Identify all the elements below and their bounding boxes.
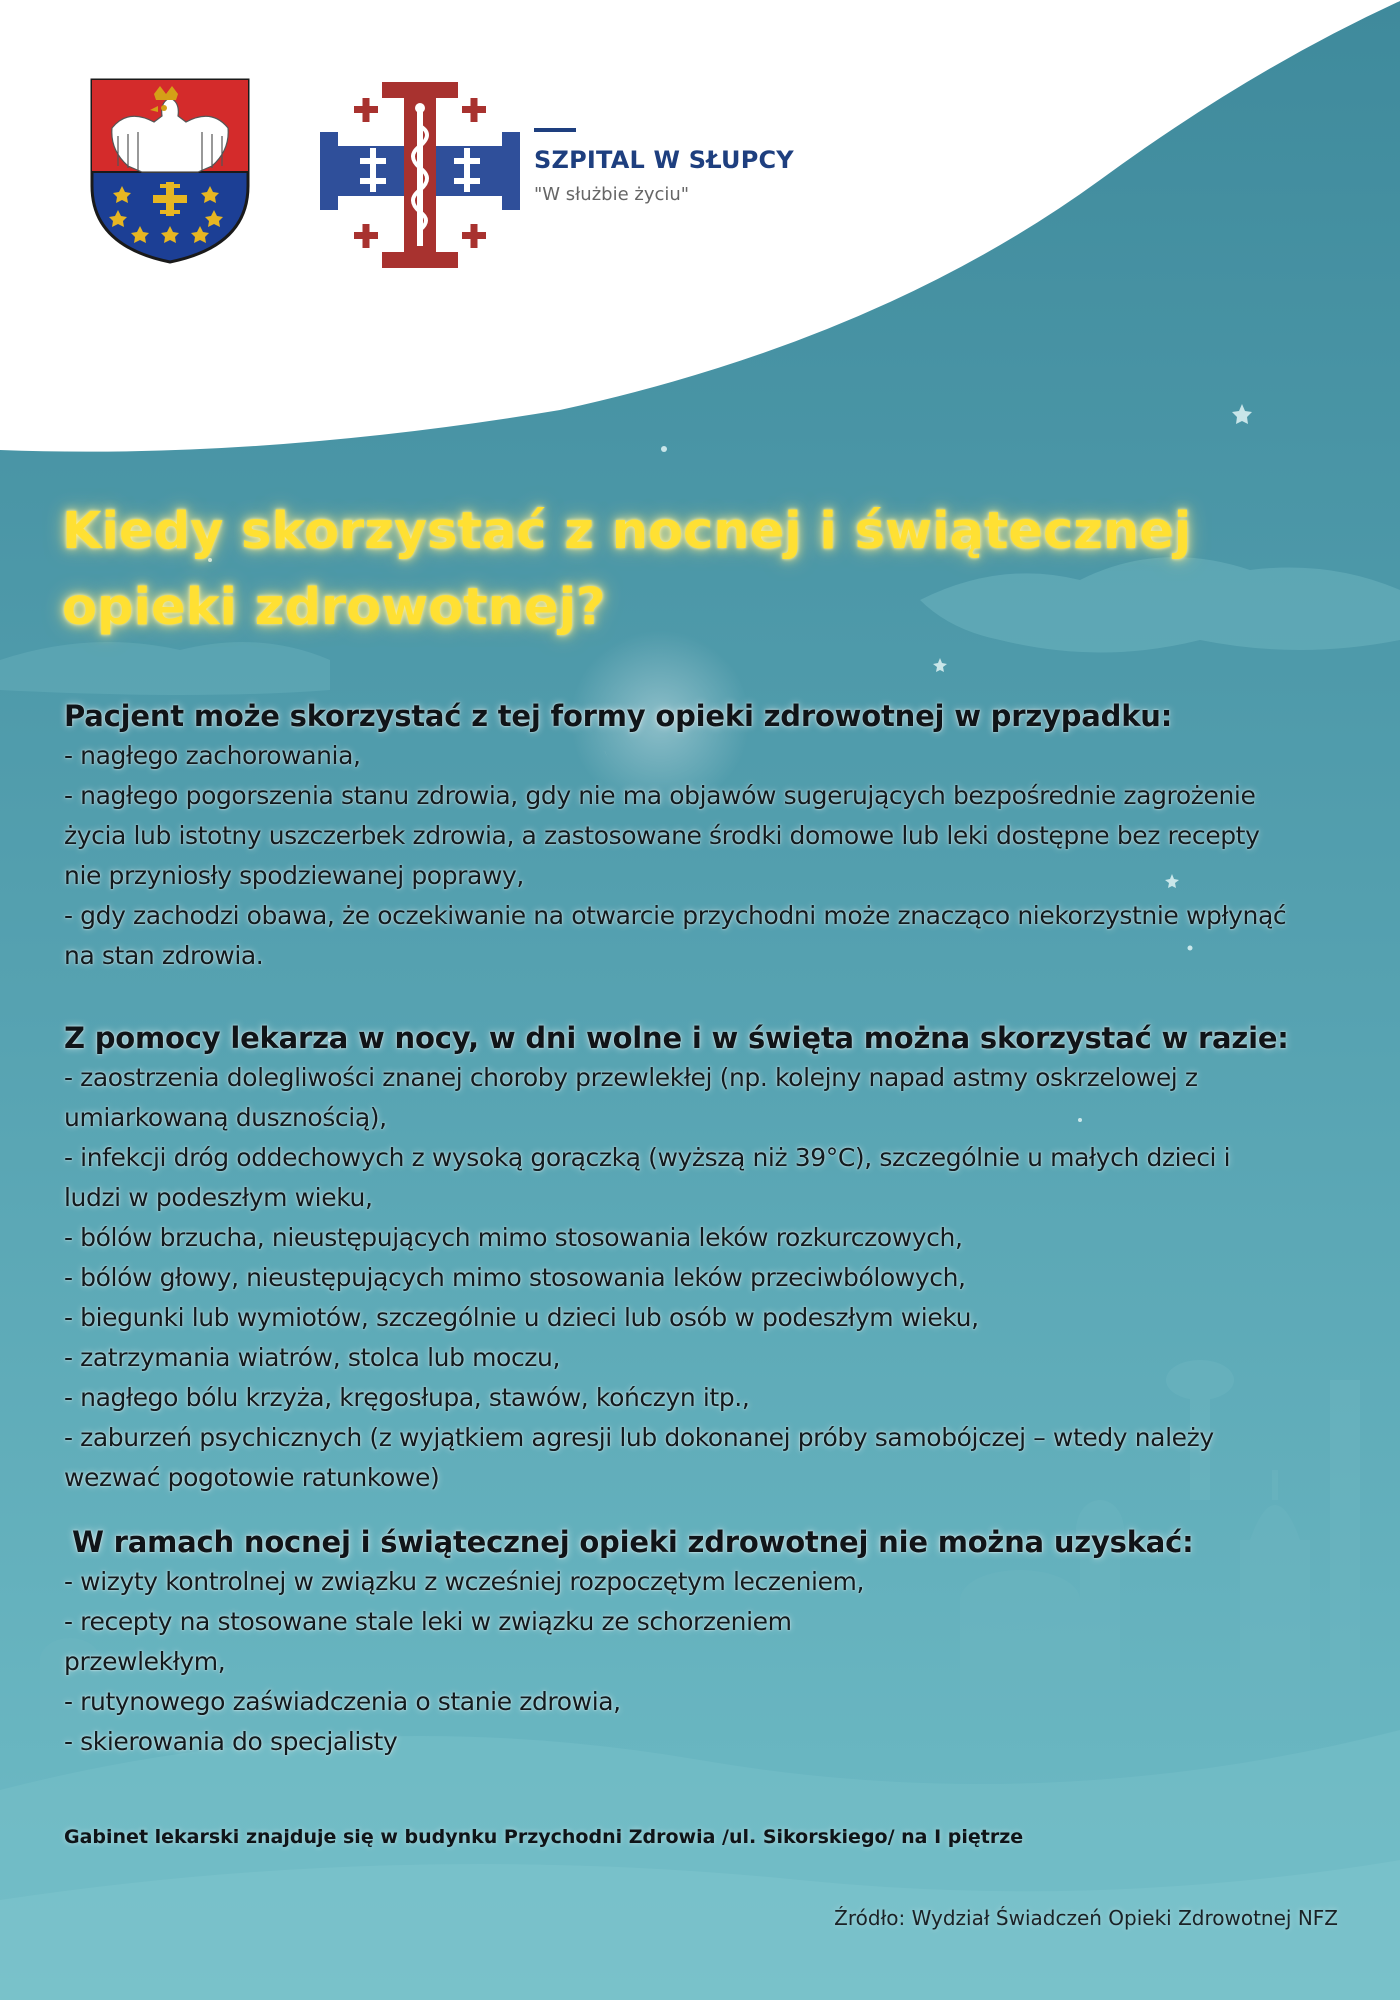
list-item: - rutynowego zaświadczenia o stanie zdrowia, <box>64 1687 621 1716</box>
list-item: - skierowania do specjalisty <box>64 1727 398 1756</box>
hospital-motto: "W służbie życiu" <box>534 184 690 205</box>
location-note: Gabinet lekarski znajduje się w budynku Przychodni Zdrowia /ul. Sikorskiego/ na I piętrze <box>64 1826 1024 1848</box>
list-item: - bólów brzucha, nieustępujących mimo stosowania leków rozkurczowych, <box>64 1223 963 1252</box>
title-line-1: Kiedy skorzystać z nocnej i świątecznej <box>62 502 1192 561</box>
list-item: - nagłego bólu krzyża, kręgosłupa, stawów, kończyn itp., <box>64 1383 750 1412</box>
hospital-logo <box>320 82 520 268</box>
section-heading: Pacjent może skorzystać z tej formy opieki zdrowotnej w przypadku: <box>64 699 1173 733</box>
section-eligibility <box>64 696 1354 976</box>
source-note: Źródło: Wydział Świadczeń Opieki Zdrowotnej NFZ <box>834 1906 1338 1930</box>
accent-bar <box>534 128 576 132</box>
list-item: - wizyty kontrolnej w związku z wcześniej rozpoczętym leczeniem, <box>64 1567 865 1596</box>
list-item: umiarkowaną dusznością), <box>64 1103 387 1132</box>
list-item: - zaostrzenia dolegliwości znanej choroby przewlekłej (np. kolejny napad astmy oskrzelowej z <box>64 1063 1198 1092</box>
list-item: na stan zdrowia. <box>64 941 264 970</box>
section-exclusions <box>64 1522 1354 1762</box>
list-item: - recepty na stosowane stale leki w związku ze schorzeniem <box>64 1607 792 1636</box>
list-item: przewlekłym, <box>64 1647 226 1676</box>
list-item: nie przyniosły spodziewanej poprawy, <box>64 861 524 890</box>
list-item: - nagłego pogorszenia stanu zdrowia, gdy nie ma objawów sugerujących bezpośrednie zagrożenie <box>64 781 1256 810</box>
list-item: życia lub istotny uszczerbek zdrowia, a zastosowane środki domowe lub leki dostępne bez recepty <box>64 821 1260 850</box>
list-item: - gdy zachodzi obawa, że oczekiwanie na otwarcie przychodni może znacząco niekorzystnie wpłynąć <box>64 901 1287 930</box>
list-item: wezwać pogotowie ratunkowe) <box>64 1463 440 1492</box>
hospital-name-block <box>534 128 794 205</box>
list-item: - bólów głowy, nieustępujących mimo stosowania leków przeciwbólowych, <box>64 1263 966 1292</box>
section-heading: W ramach nocnej i świątecznej opieki zdrowotnej nie można uzyskać: <box>72 1525 1194 1559</box>
section-conditions <box>64 1018 1354 1498</box>
list-item: - nagłego zachorowania, <box>64 741 361 770</box>
list-item: - infekcji dróg oddechowych z wysoką gorączką (wyższą niż 39°C), szczególnie u małych dzieci i <box>64 1143 1231 1172</box>
list-item: - zaburzeń psychicznych (z wyjątkiem agresji lub dokonanej próby samobójczej – wtedy należy <box>64 1423 1214 1452</box>
list-item: ludzi w podeszłym wieku, <box>64 1183 373 1212</box>
hospital-name: SZPITAL W SŁUPCY <box>534 146 794 174</box>
section-heading: Z pomocy lekarza w nocy, w dni wolne i w święta można skorzystać w razie: <box>64 1021 1289 1055</box>
list-item: - biegunki lub wymiotów, szczególnie u dzieci lub osób w podeszłym wieku, <box>64 1303 979 1332</box>
coat-of-arms-logo <box>88 76 252 266</box>
page-title <box>62 494 1362 646</box>
list-item: - zatrzymania wiatrów, stolca lub moczu, <box>64 1343 561 1372</box>
title-line-2: opieki zdrowotnej? <box>62 578 606 637</box>
